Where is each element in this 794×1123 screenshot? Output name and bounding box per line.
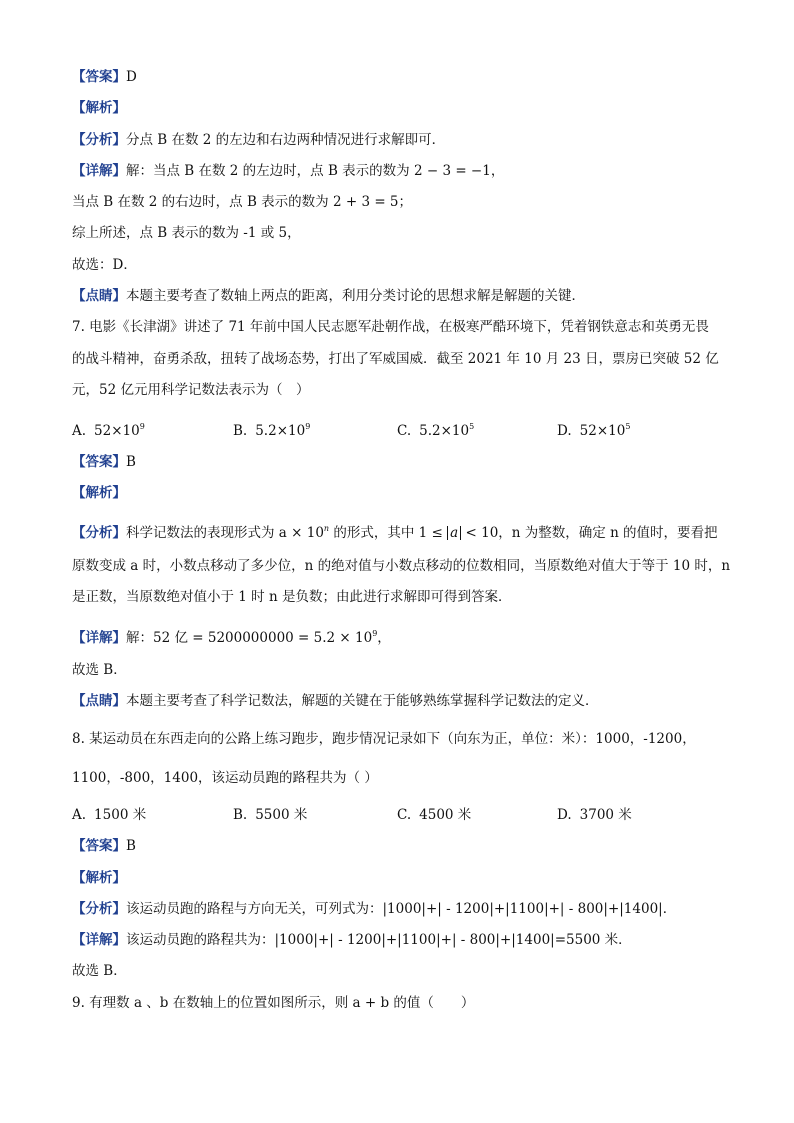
abs-value-a: a [447,526,461,540]
dianjing-text: 本题主要考查了数轴上两点的距离，利用分类讨论的思想求解是解题的关键． [126,288,585,304]
dianjing-tag: 【点睛】 [72,288,126,304]
answer-tag: 【答案】 [72,454,126,470]
q7-stem-line3: 元，52 亿元用科学记数法表示为（ ） [72,382,310,398]
q7-stem-line2: 的战斗精神，奋勇杀敌，扭转了战场态势，打出了军威国威．截至 2021 年 10 月 23 日，票房已突破 52 亿 [72,351,719,367]
xiangjie-tag: 【详解】 [72,630,126,646]
answer-tag: 【答案】 [72,838,126,854]
q8-analysis-heading [72,869,744,887]
q8-option-b: B. 5500 米 [233,807,308,823]
q7-dianjing-line [72,692,744,710]
q6-choose: 故选：D． [72,257,137,273]
q7-answer-line [72,453,744,471]
fenxi-tag: 【分析】 [72,132,126,148]
q7-option-c: C. $5.2\times 10^5$ [397,422,475,439]
analysis-tag: 【解析】 [72,870,126,886]
q7-xiangjie-line: 【详解】解：52 亿 = $5200000000 = 5.2 \times 10^9$， [72,629,391,646]
q8-stem-line2: 1100，-800，1400，该运动员跑的路程共为（ ） [72,770,378,786]
q6-xiangjie-line3: 综上所述，点 B 表示的数为 -1 或 5， [72,225,301,241]
q9-stem: 9. 有理数 a 、b 在数轴上的位置如图所示，则 a + b 的值（ ） [72,995,475,1011]
xiangjie-tag: 【详解】 [72,932,126,948]
answer-value: D [126,69,137,85]
q6-fenxi-line [72,131,744,149]
fenxi-text: 分点 B 在数 2 的左边和右边两种情况进行求解即可． [126,132,446,148]
q7-option-b: B. $5.2\times 10^9$ [233,422,311,439]
answer-value: B [126,838,136,854]
q6-xiangjie-line2: 当点 B 在数 2 的右边时，点 B 表示的数为 2 + 3 = 5； [72,194,413,210]
fenxi-tag: 【分析】 [72,525,126,541]
q8-fenxi-line [72,900,744,918]
dianjing-tag: 【点睛】 [72,693,126,709]
q7-option-d: D. $52\times 10^5$ [557,422,631,439]
analysis-tag: 【解析】 [72,100,126,116]
q8-answer-line [72,837,744,855]
q8-option-c: C. 4500 米 [397,807,472,823]
q6-answer-line [72,68,744,86]
q8-choose: 故选 B． [72,963,127,979]
xiangjie-text: 该运动员跑的路程共为：|1000|+| - 1200|+|1100|+| - 800|+|1400|=5500 米． [126,932,632,948]
q6-analysis-heading [72,99,744,117]
q8-option-a: A. 1500 米 [72,807,147,823]
q6-xiangjie-line [72,162,744,180]
dianjing-text: 本题主要考查了科学记数法，解题的关键在于能够熟练掌握科学记数法的定义． [126,693,599,709]
q8-xiangjie-line [72,931,744,949]
q6-dianjing-line [72,287,744,305]
q7-fenxi-line1: 【分析】科学记数法的表现形式为 $a \times 10^n$ 的形式，其中 1 ≤ a < 10，n 为整数，确定 n 的值时，要看把 [72,524,718,541]
q7-fenxi-line2: 原数变成 a 时，小数点移动了多少位，n 的绝对值与小数点移动的位数相同，当原数绝对值大于等于 10 时，n [72,558,731,574]
q8-option-d: D. 3700 米 [557,807,632,823]
q8-stem-line1: 8. 某运动员在东西走向的公路上练习跑步，跑步情况记录如下（向东为正，单位：米）：1000，-1200， [72,731,696,747]
q7-stem-line1: 7. 电影《长津湖》讲述了 71 年前中国人民志愿军赴朝作战，在极寒严酷环境下，凭着钢铁意志和英勇无畏 [72,319,709,335]
analysis-tag: 【解析】 [72,485,126,501]
answer-tag: 【答案】 [72,69,126,85]
q7-fenxi-line3: 是正数，当原数绝对值小于 1 时 n 是负数；由此进行求解即可得到答案． [72,589,512,605]
fenxi-text: 该运动员跑的路程与方向无关，可列式为：|1000|+| - 1200|+|1100|+| - 800|+|1400|． [126,901,677,917]
xiangjie-tag: 【详解】 [72,163,126,179]
q7-analysis-heading [72,484,744,502]
q7-option-a: A. $52\times 10^9$ [72,422,145,439]
q7-choose: 故选 B． [72,662,127,678]
answer-value: B [126,454,136,470]
xiangjie-text: 解：当点 B 在数 2 的左边时，点 B 表示的数为 2 − 3 = −1， [126,163,505,179]
fenxi-tag: 【分析】 [72,901,126,917]
